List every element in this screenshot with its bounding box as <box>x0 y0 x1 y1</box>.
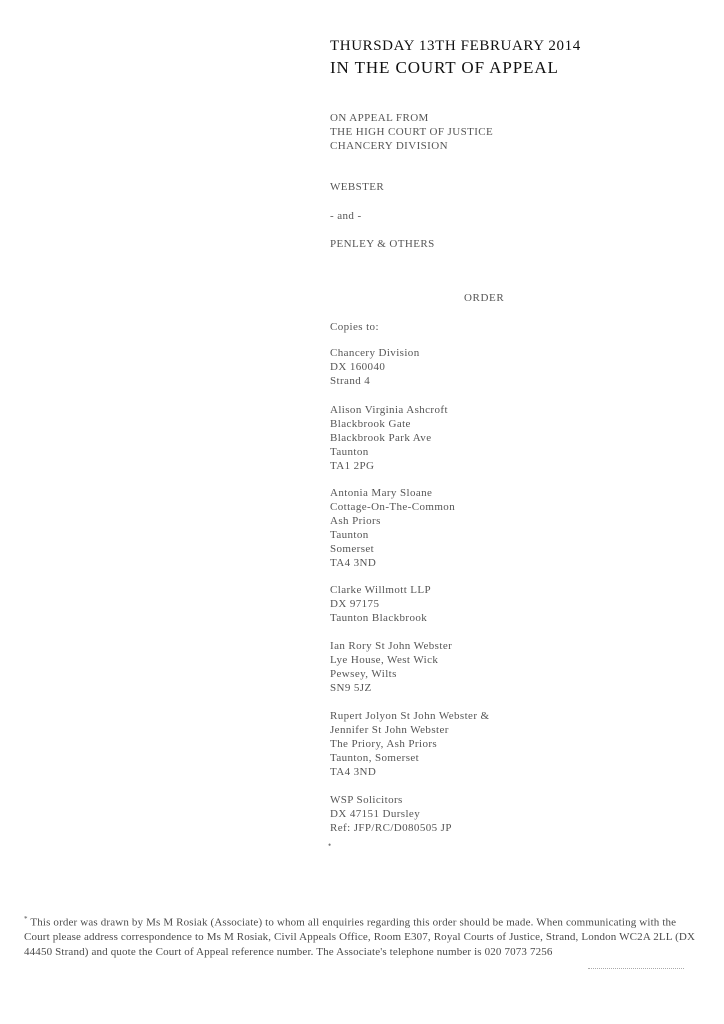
court-name: IN THE COURT OF APPEAL <box>330 58 559 77</box>
address-line: Cottage-On-The-Common <box>330 501 456 513</box>
address-line: DX 47151 Dursley <box>330 808 421 820</box>
address-line: Taunton, Somerset <box>330 752 420 764</box>
respondent-name: PENLEY & OTHERS <box>330 238 435 250</box>
address-line: Chancery Division <box>330 347 420 359</box>
stray-mark: • <box>328 840 332 850</box>
address-block <box>330 639 452 695</box>
address-block <box>330 793 452 835</box>
address-line: Alison Virginia Ashcroft <box>330 404 448 416</box>
address-line: Antonia Mary Sloane <box>330 487 433 499</box>
footnote-marker: * <box>24 915 28 923</box>
address-block <box>330 346 420 388</box>
address-line: DX 97175 <box>330 598 380 610</box>
address-line: SN9 5JZ <box>330 682 372 694</box>
scan-stamp-mark <box>588 968 684 974</box>
address-block <box>330 486 455 570</box>
footnote-text: This order was drawn by Ms M Rosiak (Associate) to whom all enquiries regarding this order should be made. When communicating with the Court please address correspondence to Ms M Rosiak, Civil Appeals Office, Room E307, Royal Courts of Justice, Strand, London WC2A 2LL (DX 44450 Strand) and quote the Court of Appeal reference number. The Associate's telephone number is 020 7073 7256 <box>24 916 696 958</box>
address-block <box>330 583 431 625</box>
address-line: The Priory, Ash Priors <box>330 738 438 750</box>
appeal-from-line: CHANCERY DIVISION <box>330 140 448 152</box>
address-line: TA4 3ND <box>330 557 377 569</box>
address-line: WSP Solicitors <box>330 794 403 806</box>
address-line: Blackbrook Park Ave <box>330 432 432 444</box>
address-line: Ash Priors <box>330 515 381 527</box>
footnote <box>24 912 700 959</box>
address-line: Ian Rory St John Webster <box>330 640 453 652</box>
address-line: Ref: JFP/RC/D080505 JP <box>330 822 452 834</box>
and-separator: - and - <box>330 210 362 222</box>
address-line: Taunton Blackbrook <box>330 612 428 624</box>
address-line: Strand 4 <box>330 375 371 387</box>
address-line: TA1 2PG <box>330 460 375 472</box>
copies-label: Copies to: <box>330 321 379 333</box>
appeal-from-line: ON APPEAL FROM <box>330 112 429 124</box>
appellant-name: WEBSTER <box>330 181 385 193</box>
address-line: Jennifer St John Webster <box>330 724 449 736</box>
address-block <box>330 709 490 779</box>
address-line: Taunton <box>330 446 369 458</box>
address-line: Somerset <box>330 543 375 555</box>
appeal-from-block <box>330 111 493 153</box>
address-line: Pewsey, Wilts <box>330 668 397 680</box>
address-line: Lye House, West Wick <box>330 654 439 666</box>
appeal-from-line: THE HIGH COURT OF JUSTICE <box>330 126 494 138</box>
address-block <box>330 403 448 473</box>
address-line: Clarke Willmott LLP <box>330 584 432 596</box>
address-line: TA4 3ND <box>330 766 377 778</box>
address-line: DX 160040 <box>330 361 386 373</box>
order-date: THURSDAY 13TH FEBRUARY 2014 <box>330 38 581 54</box>
address-line: Blackbrook Gate <box>330 418 411 430</box>
order-title: ORDER <box>464 292 505 304</box>
address-line: Rupert Jolyon St John Webster & <box>330 710 490 722</box>
address-line: Taunton <box>330 529 369 541</box>
